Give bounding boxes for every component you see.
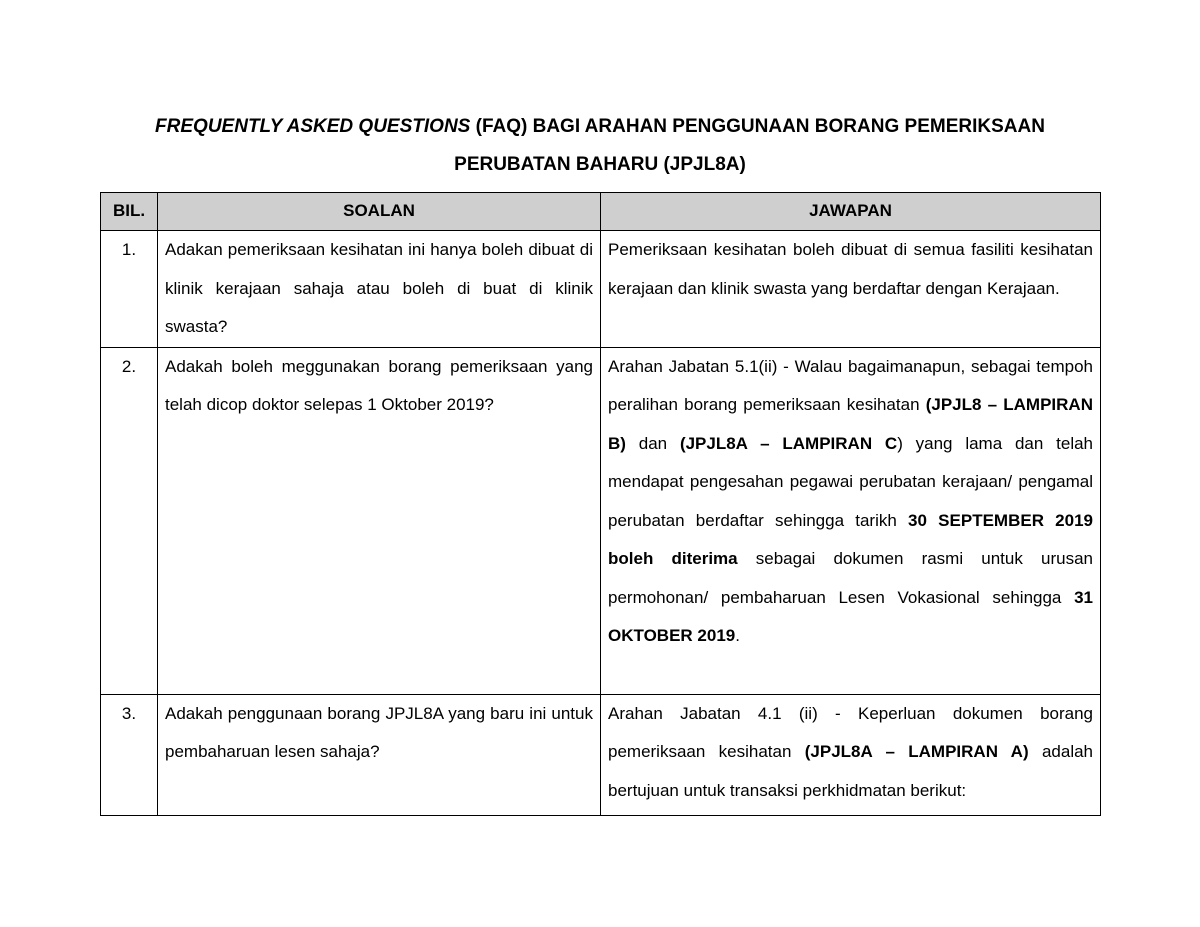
table-row — [101, 694, 1101, 815]
page-title — [100, 108, 1100, 184]
header-bil: BIL. — [101, 193, 158, 231]
row-number: 3. — [101, 694, 158, 815]
question-cell: Adakan pemeriksaan kesihatan ini hanya boleh dibuat di klinik kerajaan sahaja atau boleh di buat di klinik swasta? — [158, 231, 601, 348]
answer-bold-ref: (JPJL8A – LAMPIRAN A) — [804, 742, 1029, 761]
answer-text: Arahan Jabatan 5.1(ii) - Walau bagaimanapun, sebagai tempoh peralihan borang pemeriksaan kesihatan — [608, 356, 1093, 414]
title-line-1 — [100, 108, 1100, 146]
question-cell: Adakah boleh meggunakan borang pemeriksaan yang telah dicop doktor selepas 1 Oktober 2019? — [158, 347, 601, 694]
answer-text: . — [735, 626, 740, 645]
answer-cell — [601, 347, 1101, 694]
answer-text: Pemeriksaan kesihatan boleh dibuat di semua fasiliti kesihatan kerajaan dan klinik swasta yang berdaftar dengan Kerajaan. — [608, 240, 1093, 298]
answer-text: dan — [625, 433, 680, 453]
faq-table — [100, 192, 1101, 816]
answer-text: adalah bertujuan untuk transaksi perkhidmatan berikut: — [608, 742, 1094, 800]
table-header-row — [101, 193, 1101, 231]
question-cell: Adakah penggunaan borang JPJL8A yang baru ini untuk pembaharuan lesen sahaja? — [158, 694, 601, 815]
table-row — [101, 347, 1101, 694]
table-row — [101, 231, 1101, 348]
title-rest: (FAQ) BAGI ARAHAN PENGGUNAAN BORANG PEMERIKSAAN — [470, 116, 1045, 137]
answer-bold-ref: (JPJL8 – LAMPIRAN B) — [608, 395, 1093, 453]
answer-text: ) yang lama dan telah mendapat pengesahan pegawai perubatan kerajaan/ pengamal perubatan berdaftar sehingga tarikh — [608, 433, 1093, 530]
header-jawapan: JAWAPAN — [601, 193, 1101, 231]
answer-cell — [601, 231, 1101, 348]
answer-bold-date: 31 OKTOBER 2019 — [608, 587, 1093, 645]
answer-cell — [601, 694, 1101, 815]
answer-text: sebagai dokumen rasmi untuk urusan permohonan/ pembaharuan Lesen Vokasional sehingga — [608, 549, 1093, 607]
title-line-2: PERUBATAN BAHARU (JPJL8A) — [454, 154, 746, 175]
title-italic: FREQUENTLY ASKED QUESTIONS — [155, 116, 471, 137]
answer-bold-ref: (JPJL8A – LAMPIRAN C — [679, 433, 898, 453]
row-number: 1. — [101, 231, 158, 348]
answer-text: Arahan Jabatan 4.1 (ii) - Keperluan dokumen borang pemeriksaan kesihatan — [608, 703, 1093, 761]
header-soalan: SOALAN — [158, 193, 601, 231]
answer-bold-date: 30 SEPTEMBER 2019 boleh diterima — [608, 510, 1093, 568]
row-number: 2. — [101, 347, 158, 694]
